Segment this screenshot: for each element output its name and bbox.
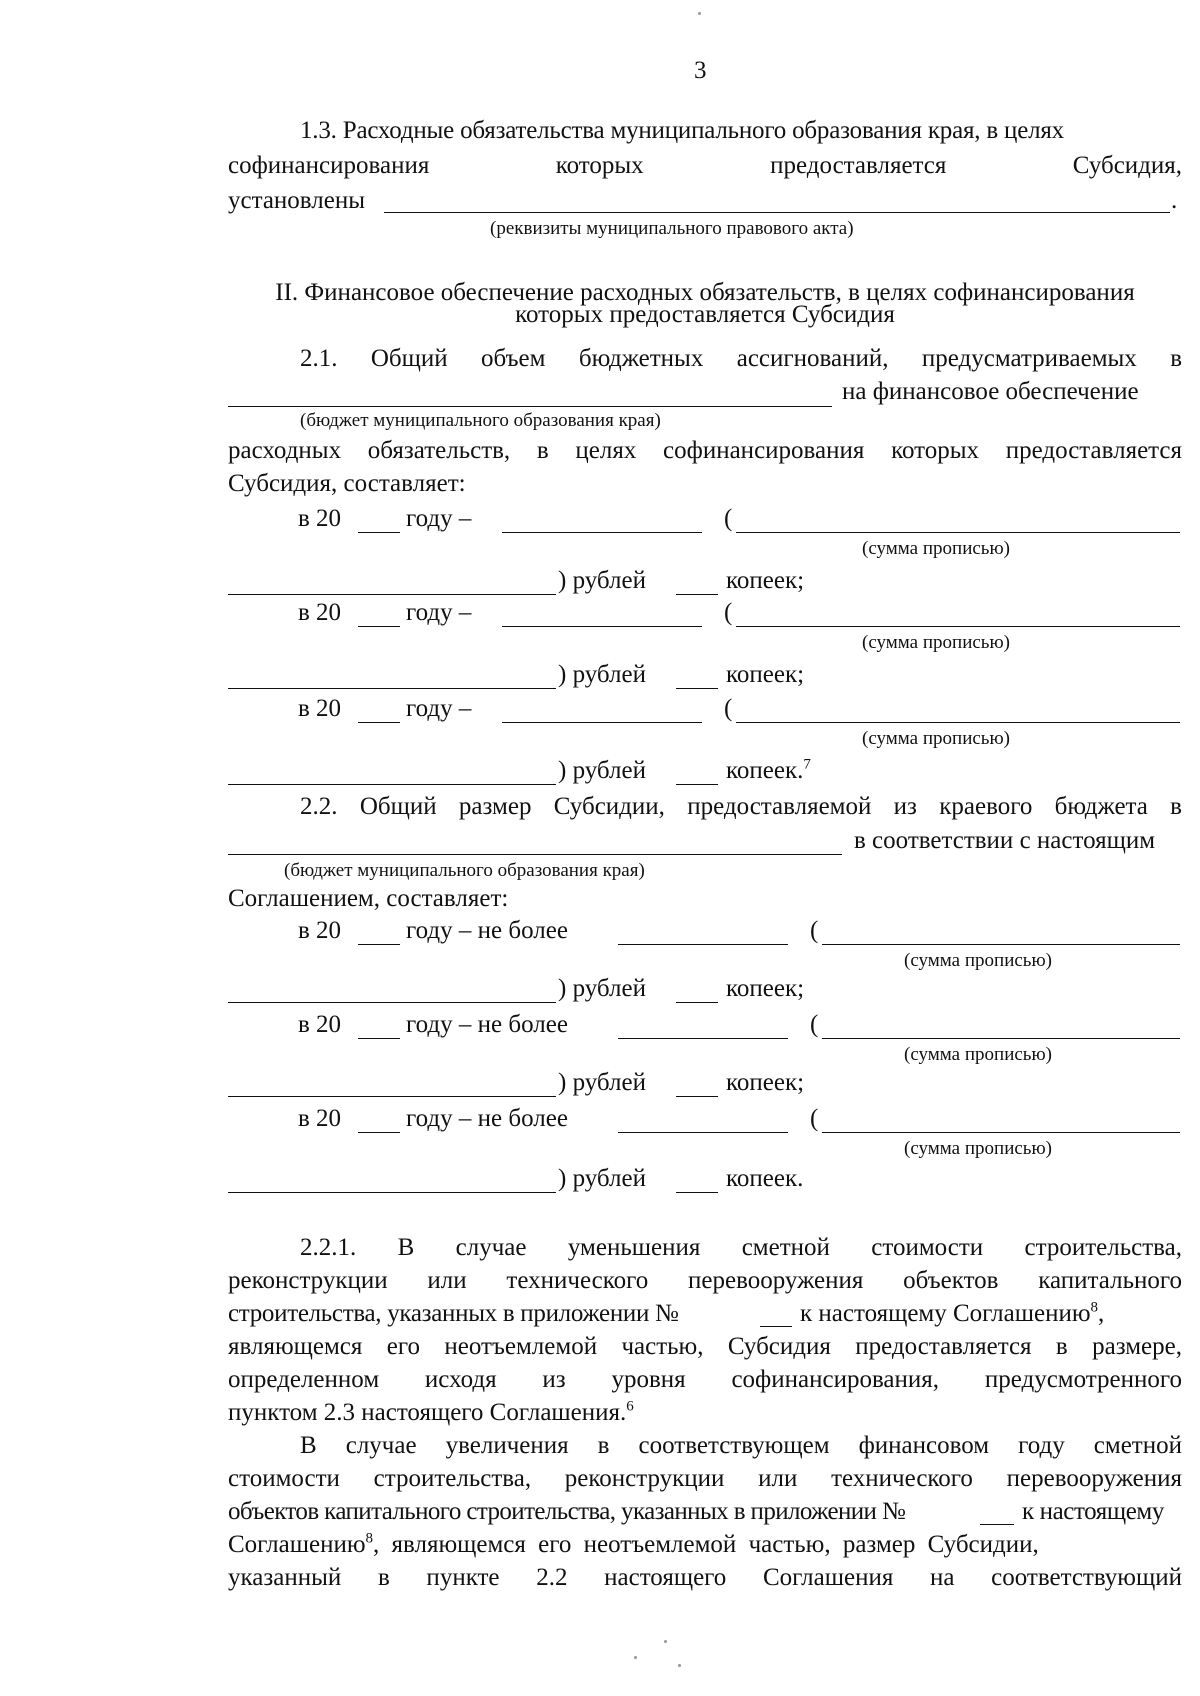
- s21-kopeck-blank: [676, 688, 718, 689]
- s22-line2-suffix: в соответствии с настоящим: [854, 827, 1156, 854]
- s21-year-blank: [358, 722, 400, 723]
- sec2-heading-line1: II. Финансовое обеспечение расходных обязательств, в целях софинансирования: [275, 279, 1135, 306]
- s21-words-blank: [736, 626, 1180, 627]
- s21-sum-caption: (сумма прописью): [862, 728, 1010, 749]
- s21-year-mid: году –: [406, 599, 472, 626]
- s21-words-blank: [736, 532, 1180, 533]
- s22-year-mid: году – не более: [406, 1105, 568, 1132]
- s221-line3b-text: к настоящему Соглашению: [800, 1300, 1091, 1327]
- s13-line3-prefix: установлены: [228, 187, 366, 214]
- s21-open-paren: (: [724, 695, 733, 722]
- s21-words-blank-cont: [228, 688, 556, 689]
- p2-line1: В случае увеличения в соответствующем финансовом году сметной: [300, 1432, 1182, 1459]
- s22-year-mid: году – не более: [406, 1011, 568, 1038]
- s21-year-mid: году –: [406, 505, 472, 532]
- s22-kopeck-blank: [676, 1192, 718, 1193]
- s21-kopeck-blank: [676, 594, 718, 595]
- s21-open-paren: (: [724, 599, 733, 626]
- s13-word: которых: [555, 152, 644, 179]
- s221-line5: определенном исходя из уровня софинансирования, предусмотренного: [228, 1366, 1182, 1393]
- p2-line4b: , являющемся его неотъемлемой частью, размер Субсидии,: [373, 1531, 1039, 1558]
- s13-caption: (реквизиты муниципального правового акта): [490, 218, 854, 239]
- s221-line2: реконструкции или технического перевооружения объектов капитального: [228, 1267, 1182, 1294]
- s21-close-rubles: ) рублей: [558, 757, 646, 784]
- s22-kopecks: копеек;: [726, 1069, 805, 1096]
- s21-words-blank: [736, 722, 1180, 723]
- s22-kopeck-blank: [676, 1096, 718, 1097]
- s22-words-blank: [822, 1132, 1180, 1133]
- p2-line2: стоимости строительства, реконструкции или технического перевооружения: [228, 1465, 1182, 1492]
- s22-line3: Соглашением, составляет:: [228, 885, 509, 912]
- s22-sum-caption: (сумма прописью): [904, 1138, 1052, 1159]
- s22-year-prefix: в 20: [298, 1105, 342, 1132]
- s22-sum-caption: (сумма прописью): [904, 950, 1052, 971]
- p2-line3a: объектов капитального строительства, указанных в приложении №: [228, 1498, 906, 1525]
- s22-words-blank-cont: [228, 1096, 556, 1097]
- s221-line1: 2.2.1. В случае уменьшения сметной стоимости строительства,: [300, 1234, 1182, 1261]
- s21-amount-blank: [502, 532, 702, 533]
- s21-words-blank-cont: [228, 784, 556, 785]
- s22-open-paren: (: [810, 917, 819, 944]
- s21-line4: Субсидия, составляет:: [228, 470, 466, 497]
- s22-words-blank-cont: [228, 1002, 556, 1003]
- s13-word: предоставляется: [770, 152, 947, 179]
- s22-caption: (бюджет муниципального образования края): [284, 860, 645, 881]
- s22-amount-blank: [618, 1132, 788, 1133]
- s21-open-paren: (: [724, 505, 733, 532]
- s22-year-blank: [358, 944, 400, 945]
- s13-line2: [228, 151, 1182, 181]
- s21-kopecks: [726, 756, 811, 786]
- s21-year-blank: [358, 532, 400, 533]
- p2-line3b: к настоящему: [1022, 1498, 1164, 1525]
- p2-line4a: Соглашению: [228, 1531, 366, 1558]
- s21-sum-caption: (сумма прописью): [862, 538, 1010, 559]
- footnote-ref: 7: [803, 756, 811, 773]
- s21-close-rubles: ) рублей: [558, 567, 646, 594]
- s22-sum-caption: (сумма прописью): [904, 1044, 1052, 1065]
- s22-year-blank: [358, 1038, 400, 1039]
- s21-year-prefix: в 20: [298, 505, 342, 532]
- s13-word: софинансирования: [228, 152, 430, 179]
- footnote-ref: 8: [1090, 1299, 1099, 1316]
- s22-line1: 2.2. Общий размер Субсидии, предоставляемой из краевого бюджета в: [300, 793, 1182, 820]
- s221-line3-end: ,: [1098, 1300, 1105, 1327]
- s22-open-paren: (: [810, 1011, 819, 1038]
- s22-year-prefix: в 20: [298, 917, 342, 944]
- s221-line3b: [800, 1299, 1104, 1329]
- s22-kopecks: копеек.: [726, 1165, 804, 1192]
- s21-year-prefix: в 20: [298, 599, 342, 626]
- s221-line3a: строительства, указанных в приложении №: [228, 1300, 679, 1327]
- s21-budget-blank: [228, 406, 832, 407]
- s21-line1: 2.1. Общий объем бюджетных ассигнований, предусматриваемых в: [300, 345, 1182, 372]
- s22-close-rubles: ) рублей: [558, 1165, 646, 1192]
- s221-appendix-blank: [760, 1326, 792, 1327]
- s22-year-blank: [358, 1132, 400, 1133]
- scan-speck: [664, 1640, 667, 1643]
- footnote-ref: 8: [365, 1530, 374, 1547]
- scan-speck: [678, 1664, 681, 1667]
- s22-words-blank-cont: [228, 1192, 556, 1193]
- s22-open-paren: (: [810, 1105, 819, 1132]
- s13-line3-end: .: [1171, 187, 1178, 214]
- s22-year-prefix: в 20: [298, 1011, 342, 1038]
- s21-line2-suffix: на финансовое обеспечение: [842, 378, 1139, 405]
- s21-year-mid: году –: [406, 695, 472, 722]
- s21-kopecks: копеек;: [726, 567, 805, 594]
- s22-kopeck-blank: [676, 1002, 718, 1003]
- s22-close-rubles: ) рублей: [558, 1069, 646, 1096]
- s21-close-rubles: ) рублей: [558, 661, 646, 688]
- s13-line1: 1.3. Расходные обязательства муниципального образования края, в целях: [300, 117, 1064, 144]
- p2-line5: указанный в пункте 2.2 настоящего Соглашения на соответствующий: [228, 1564, 1182, 1591]
- s22-words-blank: [822, 1038, 1180, 1039]
- s21-line3: расходных обязательств, в целях софинансирования которых предоставляется: [228, 437, 1182, 464]
- footnote-ref: 6: [626, 1398, 634, 1415]
- sec2-heading-line2: которых предоставляется Субсидия: [515, 301, 895, 328]
- s21-words-blank-cont: [228, 594, 556, 595]
- s22-amount-blank: [618, 1038, 788, 1039]
- s21-kopecks: копеек;: [726, 661, 805, 688]
- s13-blank-line: [384, 212, 1170, 213]
- scan-speck: [634, 1656, 637, 1659]
- s21-kopecks-text: копеек.: [726, 757, 804, 784]
- s21-year-blank: [358, 626, 400, 627]
- s22-kopecks: копеек;: [726, 975, 805, 1002]
- s21-amount-blank: [502, 626, 702, 627]
- s21-sum-caption: (сумма прописью): [862, 632, 1010, 653]
- s22-amount-blank: [618, 944, 788, 945]
- s13-word: Субсидия,: [1072, 152, 1183, 179]
- page-number: 3: [694, 57, 707, 84]
- s22-year-mid: году – не более: [406, 917, 568, 944]
- s21-year-prefix: в 20: [298, 695, 342, 722]
- s22-budget-blank: [228, 854, 842, 855]
- p2-appendix-blank: [980, 1524, 1014, 1525]
- s21-caption: (бюджет муниципального образования края): [300, 410, 661, 431]
- s221-line4: являющемся его неотъемлемой частью, Субсидия предоставляется в размере,: [228, 1333, 1182, 1360]
- scan-speck: [698, 12, 701, 15]
- s21-kopeck-blank: [676, 784, 718, 785]
- s221-line6-text: пунктом 2.3 настоящего Соглашения.: [228, 1399, 627, 1426]
- s221-line6: [228, 1398, 634, 1428]
- s22-words-blank: [822, 944, 1180, 945]
- p2-line4: [228, 1530, 1182, 1560]
- s21-amount-blank: [502, 722, 702, 723]
- s22-close-rubles: ) рублей: [558, 975, 646, 1002]
